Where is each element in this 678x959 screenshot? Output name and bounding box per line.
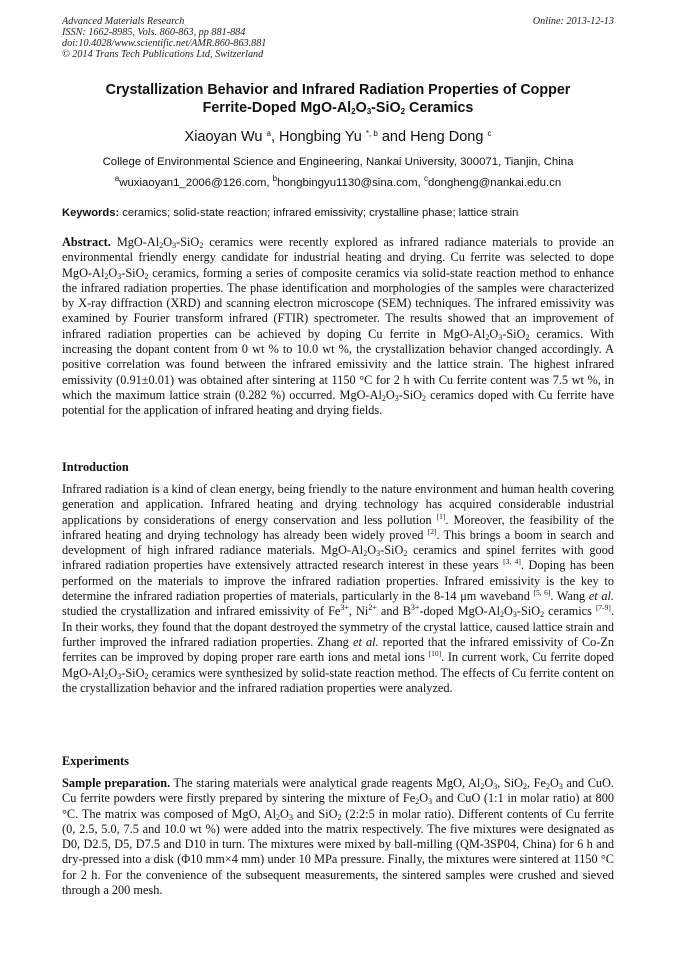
affiliation: College of Environmental Science and Engineering, Nankai University, 300071, Tianjin, China [102,156,574,168]
introduction-heading: Introduction [62,460,129,474]
abstract [62,235,614,419]
sample-preparation-text: The staring materials were analytical grade reagents MgO, $Al_2O_3$, SiO$_2$, $Fe_2O_3$ and CuO. Cu ferrite powders were firstly prepared by sintering the mixture of $Fe_2O_3$ and CuO (1:1 in molar ratio) at 800 °C. The matrix was composed of MgO, $Al_2O_3$ and SiO$_2$ (2:2:5 in molar ratio). Different contents of Cu ferrite (0, 2.5, 5.0, 7.5 and 10.0 wt %) were added into the matrix respectively. The five mixtures were designated as D0, D2.5, D5, D7.5 and D10 in turn. The mixtures were mixed by ball-milling (QM-3SP04, China) for 6 h and dry-pressed into a disk (Φ10 mm×4 mm) under 10 MPa pressure. Finally, the mixtures were sintered at 1150 °C for 2 h. For the convenience of the subsequent measurements, the sintered samples were crushed and sieved through a 200 mesh. [62,776,615,898]
doi-line: doi:10.4028/www.scientific.net/AMR.860-863.881 [62,38,267,49]
author-2-mark: *, b [365,129,378,138]
sample-preparation [62,776,614,898]
issn-line: ISSN: 1662-8985, Vols. 860-863, pp 881-884 [62,27,246,38]
email-c[interactable]: dongheng@nankai.edu.cn [428,177,562,189]
abstract-text: MgO-$Al_2O_3-SiO_2$ ceramics were recently explored as infrared radiance materials to provide an environmental friendly energy candidate for industrial heating and drying. Cu ferrite was selected to dope MgO-$Al_2O_3-SiO_2$ ceramics, forming a series of composite ceramics via solid-state reaction method to enhance the infrared radiation properties. The phase identification and morphologies of the samples were characterized by X-ray diffraction (XRD) and scanning electron microscope (SEM) techniques. The infrared emissivity was examined by Fourier transform infrared (FTIR) spectrometer. The results showed that an improvement of infrared radiation properties can be achieved by doping Cu ferrite in MgO-$Al_2O_3-SiO_2$ ceramics. With increasing the dopant content from 0 wt % to 10.0 wt %, the crystallization behavior changed accordingly. A positive correlation was found between the infrared emissivity and the lattice strain. The highest infrared emissivity (0.91±0.01) was obtained after sintering at 1150 °C for 2 h with Cu ferrite content was 7.5 wt %, in which the maximum lattice strain (0.282 %) occurred. MgO-$Al_2O_3-SiO_2$ ceramics doped with Cu ferrite have potential for the application of infrared heating and drying fields. [62,235,614,418]
keywords-text: ceramics; solid-state reaction; infrared emissivity; crystalline phase; lattice strain [119,207,519,219]
paper-title [62,81,614,117]
title-line-2: Ferrite-Doped MgO-$Al_2O_3-SiO_2$ Ceramics [202,100,474,116]
online-date: Online: 2013-12-13 [532,16,614,27]
author-2: , Hongbing Yu [270,129,362,145]
journal-name: Advanced Materials Research [62,16,185,27]
author-emails: $^a$wuxiaoyan1_2006@126.com, $^b$hongbingyu1130@sina.com, $^c$dongheng@nankai.edu.cn [114,174,562,189]
experiments-heading: Experiments [62,754,129,768]
email-a[interactable]: wuxiaoyan1_2006@126.com, [119,177,273,189]
title-line-1: Crystallization Behavior and Infrared Radiation Properties of Copper [105,82,571,98]
author-3: and Heng Dong [377,129,484,145]
author-3-mark: c [487,129,492,138]
copyright-line: © 2014 Trans Tech Publications Ltd, Switzerland [62,49,264,60]
email-b[interactable]: hongbingyu1130@sina.com, [277,177,424,189]
author-list [62,128,614,146]
keywords-label: Keywords: [62,207,120,219]
abstract-label: Abstract. [62,235,111,249]
author-1-mark: a [266,129,271,138]
keywords [62,206,614,220]
author-1: Xiaoyan Wu [184,129,263,145]
sample-preparation-label: Sample preparation. [62,776,171,790]
introduction-text: Infrared radiation is a kind of clean energy, being friendly to the nature environment and human health covering generation and application. Infrared heating and drying technology has acquired considerable industrial applications by considerations of energy conservation and less pollution [1]. Moreover, the feasibility of the infrared heating and drying technology has already been widely proved [2]. This brings a boom in search and development of high infrared radiance materials. MgO-$Al_2O_3-SiO_2$ ceramics and spinel ferrites with good infrared radiation properties have extensively attracted research interest in these years [3, 4]. Doping has been performed on the materials to improve the infrared radiation properties. Infrared emissivity is the key to determine the infrared radiation properties of materials, particularly in the 8-14 μm waveband [5, 6]. Wang et al. studied the crystallization and infrared emissivity of $Fe^{3+}$, $Ni^{2+}$ and $B^{3+}$-doped MgO-$Al_2O_3-SiO_2$ ceramics [7-9]. In their works, they found that the dopant destroyed the symmetry of the crystal lattice, caused lattice strain and further improved the infrared radiation properties. Zhang et al. reported that the infrared emissivity of Co-Zn ferrites can be improved by doping proper rare earth ions and metal ions [10]. In current work, Cu ferrite doped MgO-$Al_2O_3-SiO_2$ ceramics were synthesized by solid-state reaction method. The effects of Cu ferrite content on the crystallization behavior and the infrared radiation properties were analyzed. [62,482,615,695]
journal-header [62,16,614,60]
